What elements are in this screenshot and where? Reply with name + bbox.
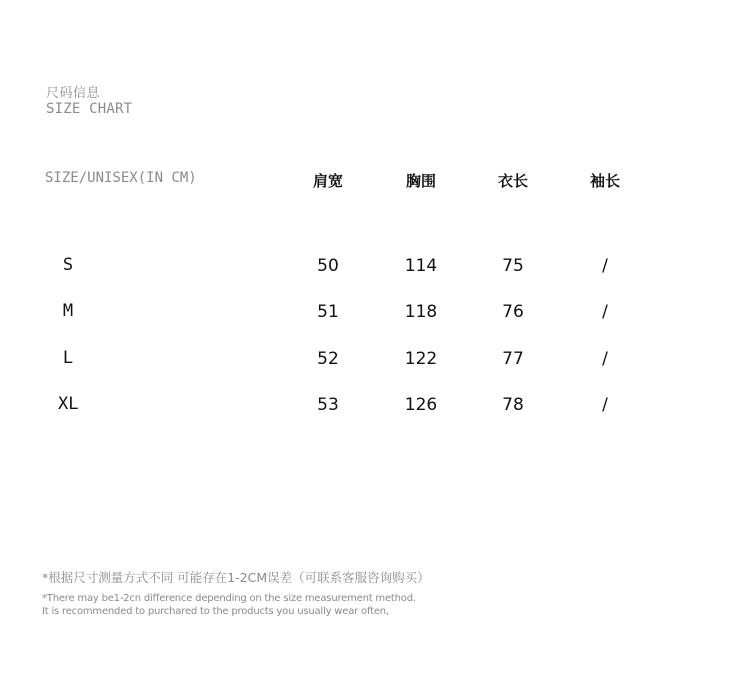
measurement-note-en-line1: *There may be1-2cn difference depending on the size measurement method. [42,593,416,604]
size-label: XL [58,394,79,414]
table-header-label: SIZE/UNISEX(IN CM) [45,170,197,186]
length-value: 76 [502,302,524,322]
shoulder-value: 52 [317,349,339,369]
length-value: 78 [502,395,524,415]
length-value: 77 [502,349,524,369]
column-header-length: 衣长 [497,172,529,190]
chest-value: 126 [404,395,438,415]
measurement-note-en-line2: It is recommended to purchared to the products you usually wear often, [42,606,389,617]
measurement-note-cn: *根据尺寸测量方式不同 可能存在1-2CM误差（可联系客服咨询购买） [42,570,430,585]
size-label: L [62,348,74,368]
shoulder-value: 53 [317,395,339,415]
length-value: 75 [502,256,524,276]
chest-value: 122 [404,349,438,369]
sleeve-value: / [602,302,608,322]
size-chart-title-cn: 尺码信息 [46,86,101,101]
column-header-chest: 胸围 [405,172,437,190]
column-header-shoulder: 肩宽 [312,172,344,190]
chest-value: 114 [404,256,438,276]
size-chart-title-en: SIZE CHART [46,101,133,117]
sleeve-value: / [602,256,608,276]
sleeve-value: / [602,349,608,369]
sleeve-value: / [602,395,608,415]
column-header-sleeve: 袖长 [589,172,621,190]
size-label: M [62,301,74,321]
shoulder-value: 50 [317,256,339,276]
size-label: S [62,255,74,275]
shoulder-value: 51 [317,302,339,322]
chest-value: 118 [404,302,438,322]
